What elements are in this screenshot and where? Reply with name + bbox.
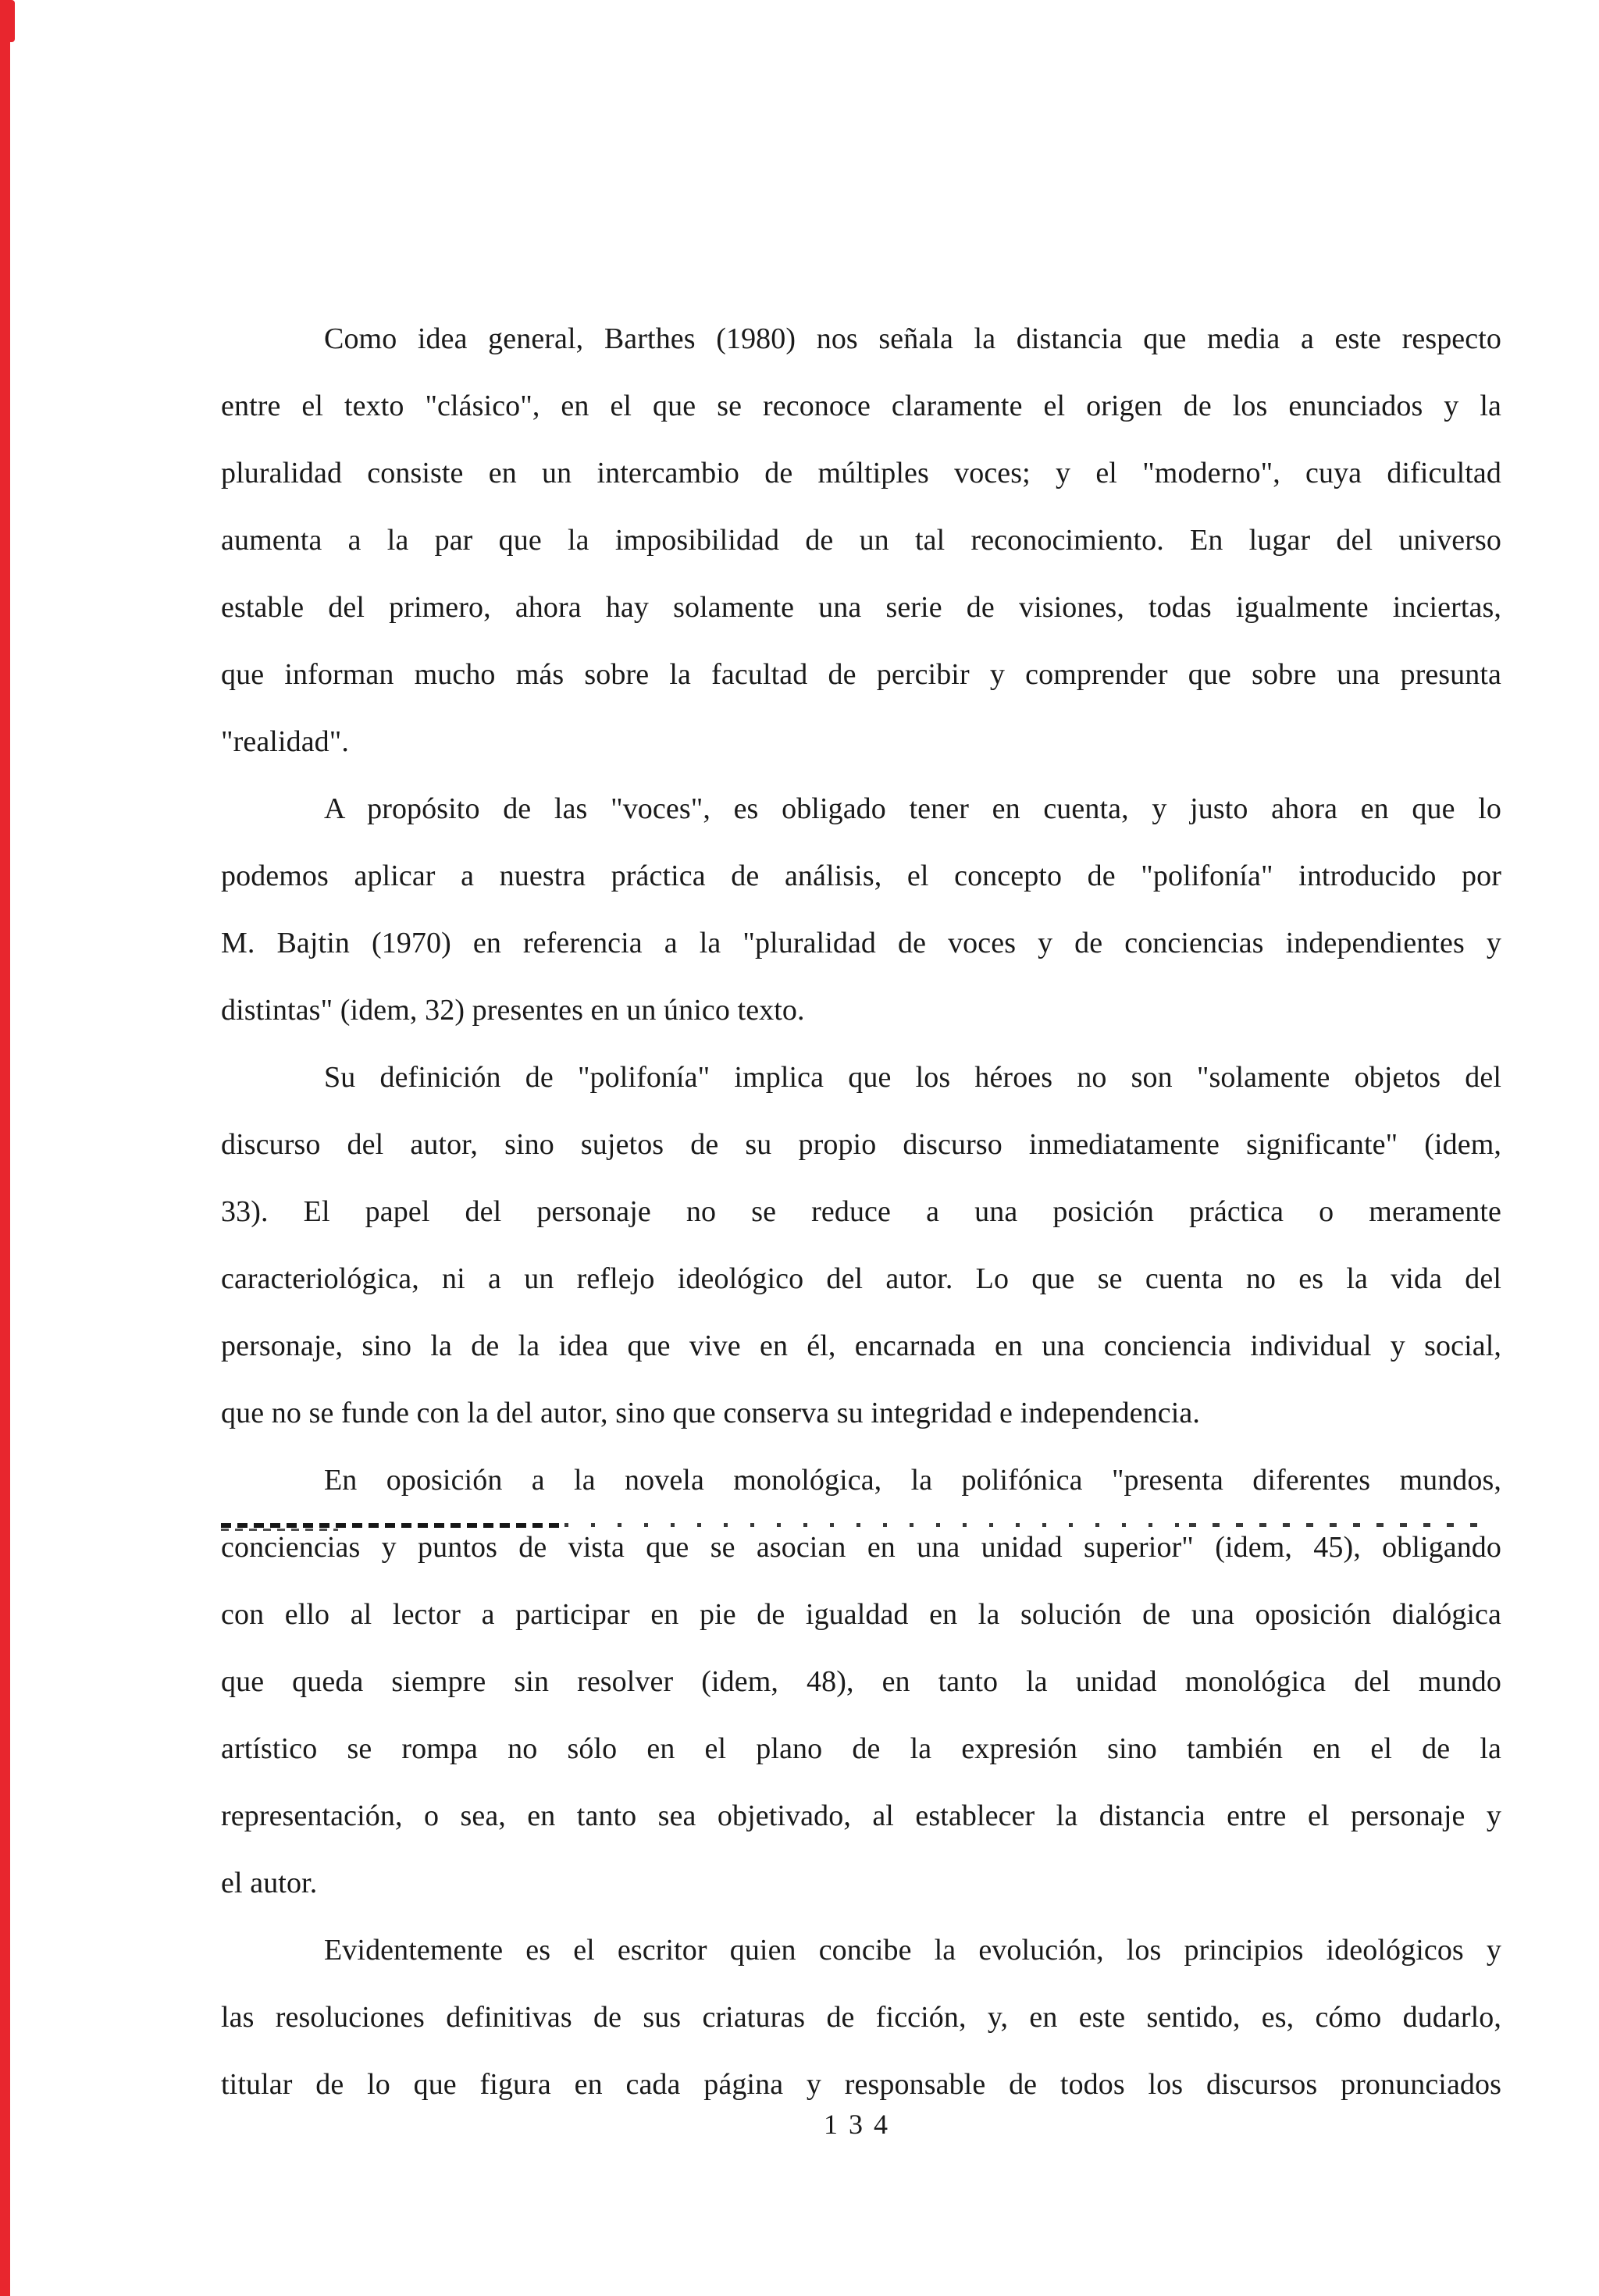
text-line: discurso del autor, sino sujetos de su propio discurso inmediatamente significante" (idem, <box>221 1128 1501 1161</box>
text-line: caracteriológica, ni a un reflejo ideológico del autor. Lo que se cuenta no es la vida del <box>221 1262 1501 1295</box>
dash-segment <box>221 1523 564 1528</box>
scan-edge-strip <box>0 0 10 2296</box>
text-line: que no se funde con la del autor, sino que conserva su integridad e independencia. <box>221 1397 1200 1429</box>
text-line: las resoluciones definitivas de sus criaturas de ficción, y, en este sentido, es, cómo dudarlo, <box>221 2001 1501 2034</box>
text-line: aumenta a la par que la imposibilidad de un tal reconocimiento. En lugar del universo <box>221 524 1501 557</box>
text-line: Su definición de "polifonía" implica que los héroes no son "solamente objetos del <box>324 1061 1501 1094</box>
text-line: A propósito de las "voces", es obligado tener en cuenta, y justo ahora en que lo <box>324 792 1501 825</box>
text-line: titular de lo que figura en cada página y responsable de todos los discursos pronunciados <box>221 2068 1501 2101</box>
text-line: con ello al lector a participar en pie de igualdad en la solución de una oposición dialógica <box>221 1598 1501 1631</box>
body-text <box>221 305 1501 2118</box>
text-line: personaje, sino la de la idea que vive en él, encarnada en una conciencia individual y social, <box>221 1330 1501 1362</box>
text-line: el autor. <box>221 1867 318 1899</box>
text-line: entre el texto "clásico", en el que se reconoce claramente el origen de los enunciados y la <box>221 390 1501 422</box>
dash-segment <box>564 1523 1189 1527</box>
dash-segment <box>221 1529 338 1531</box>
text-line: distintas" (idem, 32) presentes en un único texto. <box>221 994 805 1027</box>
text-line: estable del primero, ahora hay solamente una serie de visiones, todas igualmente inciertas, <box>221 591 1501 624</box>
scan-dashed-line-artifact <box>221 1523 1494 1531</box>
text-line: En oposición a la novela monológica, la polifónica "presenta diferentes mundos, <box>324 1464 1501 1497</box>
text-line: que informan mucho más sobre la facultad de percibir y comprender que sobre una presunta <box>221 658 1501 691</box>
dash-segment <box>1189 1523 1494 1527</box>
text-line: M. Bajtin (1970) en referencia a la "pluralidad de voces y de conciencias independientes y <box>221 927 1501 959</box>
text-line: Evidentemente es el escritor quien concibe la evolución, los principios ideológicos y <box>324 1934 1501 1967</box>
text-line: podemos aplicar a nuestra práctica de análisis, el concepto de "polifonía" introducido por <box>221 860 1501 892</box>
text-line: 33). El papel del personaje no se reduce a una posición práctica o meramente <box>221 1195 1501 1228</box>
text-line: representación, o sea, en tanto sea objetivado, al establecer la distancia entre el personaje y <box>221 1799 1501 1832</box>
text-line: que queda siempre sin resolver (idem, 48), en tanto la unidad monológica del mundo <box>221 1665 1501 1698</box>
text-line: "realidad". <box>221 725 349 758</box>
text-line: conciencias y puntos de vista que se asocian en una unidad superior" (idem, 45), obligando <box>221 1531 1501 1564</box>
page-number: 134 <box>824 2109 899 2140</box>
text-line: artístico se rompa no sólo en el plano de la expresión sino también en el de la <box>221 1732 1501 1765</box>
text-line: Como idea general, Barthes (1980) nos señala la distancia que media a este respecto <box>324 322 1501 355</box>
scan-edge-blob <box>0 0 15 42</box>
text-line: pluralidad consiste en un intercambio de múltiples voces; y el "moderno", cuya dificultad <box>221 457 1501 489</box>
